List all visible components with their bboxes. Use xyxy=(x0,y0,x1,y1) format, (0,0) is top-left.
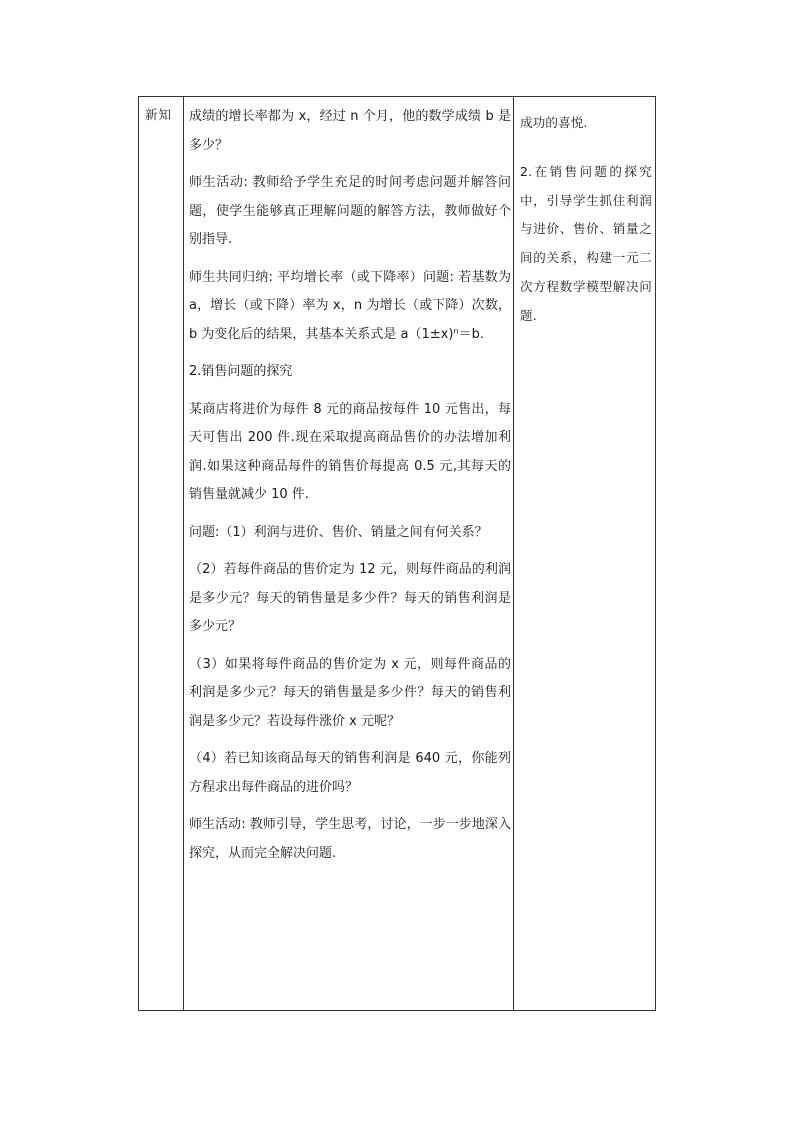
question: （3）如果将每件商品的售价定为 x 元，则每件商品的利润是多少元？每天的销售量是多少件？每天的销售利润是多少元？若设每件涨价 x 元呢？ xyxy=(189,656,511,729)
note: 成功的喜悦. xyxy=(520,115,588,130)
paragraph: 师生共同归纳: 平均增长率（或下降率）问题: 若基数为 a，增长（或下降）率为 x，n 为增长（或下降）次数，b 为变化后的结果，其基本关系式是 a（1±x)ⁿ＝b. xyxy=(189,269,511,342)
paragraph: 某商店将进价为每件 8 元的商品按每件 10 元售出，每天可售出 200 件.现在采取提高商品售价的办法增加利润.如果这种商品每件的销售价每提高 0.5 元,其每天的销售量就减少 10 件. xyxy=(189,401,511,502)
notes-cell xyxy=(520,109,652,331)
lesson-table xyxy=(138,96,656,1011)
column-divider xyxy=(513,97,514,1010)
row-label: 新知 xyxy=(145,107,173,122)
note: 2.在销售问题的探究中，引导学生抓住利润与进价、售价、销量之间的关系，构建一元二次方程数学模型解决问题. xyxy=(520,163,652,323)
paragraph: 师生活动: 教师引导，学生思考，讨论，一步一步地深入探究，从而完全解决问题. xyxy=(189,817,511,861)
paragraph: 成绩的增长率都为 x，经过 n 个月，他的数学成绩 b 是多少？ xyxy=(189,109,511,153)
paragraph: 师生活动: 教师给予学生充足的时间考虑问题并解答问题，使学生能够真正理解问题的解答方法，教师做好个别指导. xyxy=(189,175,511,247)
question: （2）若每件商品的售价定为 12 元，则每件商品的利润是多少元？每天的销售量是多少件？每天的销售利润是多少元？ xyxy=(189,562,511,634)
question: 问题:（1）利润与进价、售价、销量之间有何关系？ xyxy=(189,524,488,540)
section-heading: 2.销售问题的探究 xyxy=(189,364,293,379)
main-content-cell xyxy=(189,103,511,877)
column-divider xyxy=(183,97,184,1010)
question: （4）若已知该商品每天的销售利润是 640 元，你能列方程求出每件商品的进价吗？ xyxy=(189,751,511,795)
